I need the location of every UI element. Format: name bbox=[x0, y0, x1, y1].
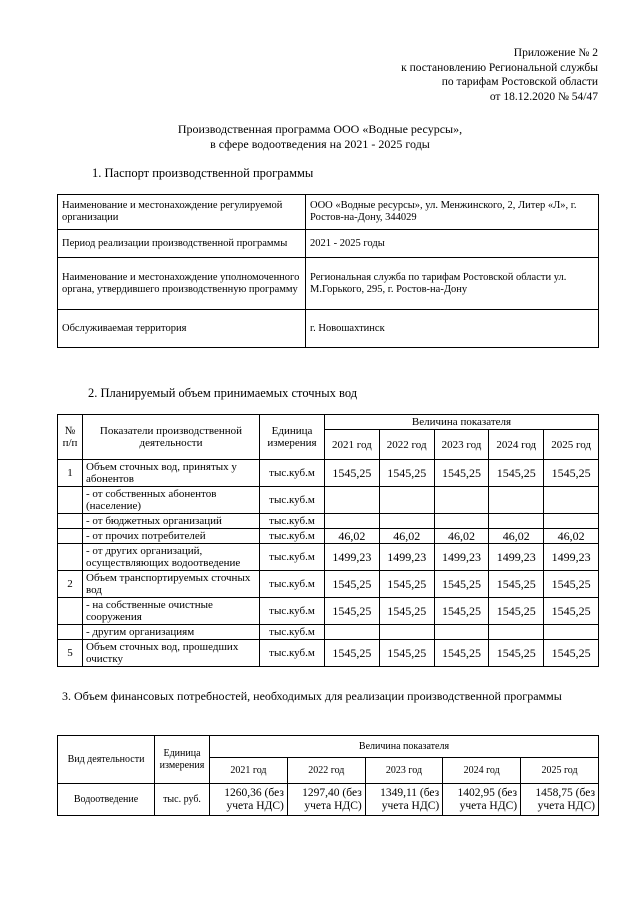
passport-table bbox=[57, 194, 599, 348]
row-value: 1349,11 (без учета НДС) bbox=[365, 784, 442, 816]
header-year: 2023 год bbox=[365, 758, 442, 784]
passport-label: Наименование и местонахождение уполномоченного органа, утвердившего производственную программу bbox=[58, 258, 306, 310]
row-num bbox=[58, 487, 83, 514]
row-value bbox=[325, 625, 380, 640]
header-year: 2022 год bbox=[379, 430, 434, 460]
row-value: 1499,23 bbox=[544, 544, 599, 571]
table-header-row bbox=[58, 736, 599, 758]
row-value: 1297,40 (без учета НДС) bbox=[287, 784, 365, 816]
row-value: 1545,25 bbox=[379, 598, 434, 625]
row-num bbox=[58, 529, 83, 544]
header-year: 2025 год bbox=[521, 758, 599, 784]
row-activity: Водоотведение bbox=[58, 784, 155, 816]
row-value: 1260,36 (без учета НДС) bbox=[210, 784, 288, 816]
appendix-header bbox=[300, 46, 598, 104]
row-name: Объем транспортируемых сточных вод bbox=[83, 571, 260, 598]
header-group: Величина показателя bbox=[210, 736, 599, 758]
row-value: 1545,25 bbox=[325, 598, 380, 625]
table-row bbox=[58, 571, 599, 598]
document-title bbox=[40, 122, 600, 152]
row-value bbox=[434, 487, 489, 514]
row-value: 1545,25 bbox=[379, 640, 434, 667]
appendix-line-2: к постановлению Региональной службы bbox=[401, 61, 598, 74]
header-year: 2021 год bbox=[210, 758, 288, 784]
row-unit: тыс.куб.м bbox=[260, 460, 325, 487]
row-value: 46,02 bbox=[379, 529, 434, 544]
passport-row bbox=[58, 230, 599, 258]
row-value: 1545,25 bbox=[489, 571, 544, 598]
row-value: 1458,75 (без учета НДС) bbox=[521, 784, 599, 816]
row-unit: тыс.куб.м bbox=[260, 640, 325, 667]
row-name: - другим организациям bbox=[83, 625, 260, 640]
header-year: 2021 год bbox=[325, 430, 380, 460]
row-value: 1545,25 bbox=[325, 640, 380, 667]
header-indicator: Показатели производственной деятельности bbox=[83, 415, 260, 460]
passport-value: ООО «Водные ресурсы», ул. Менжинского, 2, Литер «Л», г. Ростов-на-Дону, 344029 bbox=[306, 195, 599, 230]
row-name: - от других организаций, осуществляющих водоотведение bbox=[83, 544, 260, 571]
row-value: 46,02 bbox=[434, 529, 489, 544]
row-value: 1545,25 bbox=[434, 571, 489, 598]
row-value: 1545,25 bbox=[325, 571, 380, 598]
row-num bbox=[58, 514, 83, 529]
row-value: 1545,25 bbox=[489, 640, 544, 667]
row-value: 1545,25 bbox=[544, 640, 599, 667]
table-row bbox=[58, 514, 599, 529]
row-value: 1402,95 (без учета НДС) bbox=[443, 784, 521, 816]
row-unit: тыс.куб.м bbox=[260, 544, 325, 571]
header-unit: Единица измерения bbox=[155, 736, 210, 784]
row-value bbox=[434, 514, 489, 529]
row-value bbox=[434, 625, 489, 640]
row-value: 1499,23 bbox=[489, 544, 544, 571]
row-num: 5 bbox=[58, 640, 83, 667]
table-row bbox=[58, 487, 599, 514]
table-row bbox=[58, 460, 599, 487]
row-value: 1545,25 bbox=[544, 571, 599, 598]
section-1-heading: 1. Паспорт производственной программы bbox=[92, 166, 314, 180]
header-group: Величина показателя bbox=[325, 415, 599, 430]
row-value bbox=[325, 487, 380, 514]
row-name: - от бюджетных организаций bbox=[83, 514, 260, 529]
passport-row bbox=[58, 310, 599, 348]
row-value: 1545,25 bbox=[379, 571, 434, 598]
appendix-line-3: по тарифам Ростовской области bbox=[441, 76, 598, 88]
row-unit: тыс.куб.м bbox=[260, 571, 325, 598]
row-unit: тыс.куб.м bbox=[260, 598, 325, 625]
row-name: - от собственных абонентов (население) bbox=[83, 487, 260, 514]
row-value: 1499,23 bbox=[379, 544, 434, 571]
passport-value: г. Новошахтинск bbox=[306, 310, 599, 348]
row-name: - от прочих потребителей bbox=[83, 529, 260, 544]
row-value: 1545,25 bbox=[325, 460, 380, 487]
row-unit: тыс.куб.м bbox=[260, 529, 325, 544]
title-line-2: в сфере водоотведения на 2021 - 2025 годы bbox=[210, 137, 430, 151]
header-activity: Вид деятельности bbox=[58, 736, 155, 784]
row-name: - на собственные очистные сооружения bbox=[83, 598, 260, 625]
table-row bbox=[58, 784, 599, 816]
passport-row bbox=[58, 258, 599, 310]
header-unit: Единица измерения bbox=[260, 415, 325, 460]
row-value bbox=[489, 625, 544, 640]
row-value: 1545,25 bbox=[434, 640, 489, 667]
row-value: 1545,25 bbox=[489, 460, 544, 487]
passport-label: Наименование и местонахождение регулируемой организации bbox=[58, 195, 306, 230]
row-value: 1545,25 bbox=[544, 598, 599, 625]
header-num: № п/п bbox=[58, 415, 83, 460]
row-value bbox=[544, 625, 599, 640]
appendix-line-1: Приложение № 2 bbox=[513, 47, 598, 59]
row-value bbox=[379, 487, 434, 514]
header-year: 2023 год bbox=[434, 430, 489, 460]
row-value: 1545,25 bbox=[434, 598, 489, 625]
section-3-heading: 3. Объем финансовых потребностей, необходимых для реализации производственной программы bbox=[62, 689, 562, 703]
row-value: 46,02 bbox=[544, 529, 599, 544]
financial-needs-table bbox=[57, 735, 599, 816]
row-value: 1499,23 bbox=[434, 544, 489, 571]
row-value bbox=[379, 514, 434, 529]
row-num: 2 bbox=[58, 571, 83, 598]
title-line-1: Производственная программа ООО «Водные ресурсы», bbox=[177, 122, 463, 136]
row-name: Объем сточных вод, прошедших очистку bbox=[83, 640, 260, 667]
section-2-heading: 2. Планируемый объем принимаемых сточных вод bbox=[88, 386, 358, 400]
row-value bbox=[325, 514, 380, 529]
row-value: 1545,25 bbox=[434, 460, 489, 487]
wastewater-volume-table bbox=[57, 414, 599, 667]
passport-row bbox=[58, 195, 599, 230]
passport-value: 2021 - 2025 годы bbox=[306, 230, 599, 258]
header-year: 2022 год bbox=[287, 758, 365, 784]
row-num bbox=[58, 544, 83, 571]
row-value: 46,02 bbox=[489, 529, 544, 544]
passport-value: Региональная служба по тарифам Ростовской области ул. М.Горького, 295, г. Ростов-на-Дону bbox=[306, 258, 599, 310]
row-value: 1545,25 bbox=[544, 460, 599, 487]
row-num bbox=[58, 625, 83, 640]
header-year: 2024 год bbox=[443, 758, 521, 784]
header-year: 2025 год bbox=[544, 430, 599, 460]
passport-label: Период реализации производственной программы bbox=[58, 230, 306, 258]
row-num: 1 bbox=[58, 460, 83, 487]
table-row bbox=[58, 529, 599, 544]
row-unit: тыс. руб. bbox=[155, 784, 210, 816]
row-value: 1545,25 bbox=[489, 598, 544, 625]
row-unit: тыс.куб.м bbox=[260, 514, 325, 529]
row-value bbox=[489, 514, 544, 529]
row-value: 1545,25 bbox=[379, 460, 434, 487]
table-row bbox=[58, 598, 599, 625]
row-value bbox=[544, 487, 599, 514]
row-unit: тыс.куб.м bbox=[260, 487, 325, 514]
row-value bbox=[489, 487, 544, 514]
row-name: Объем сточных вод, принятых у абонентов bbox=[83, 460, 260, 487]
appendix-line-4: от 18.12.2020 № 54/47 bbox=[489, 90, 598, 103]
row-value bbox=[379, 625, 434, 640]
row-num bbox=[58, 598, 83, 625]
table-row bbox=[58, 625, 599, 640]
header-year: 2024 год bbox=[489, 430, 544, 460]
row-unit: тыс.куб.м bbox=[260, 625, 325, 640]
table-row bbox=[58, 640, 599, 667]
row-value: 46,02 bbox=[325, 529, 380, 544]
table-row bbox=[58, 544, 599, 571]
passport-label: Обслуживаемая территория bbox=[58, 310, 306, 348]
row-value: 1499,23 bbox=[325, 544, 380, 571]
table-header-row bbox=[58, 415, 599, 430]
row-value bbox=[544, 514, 599, 529]
